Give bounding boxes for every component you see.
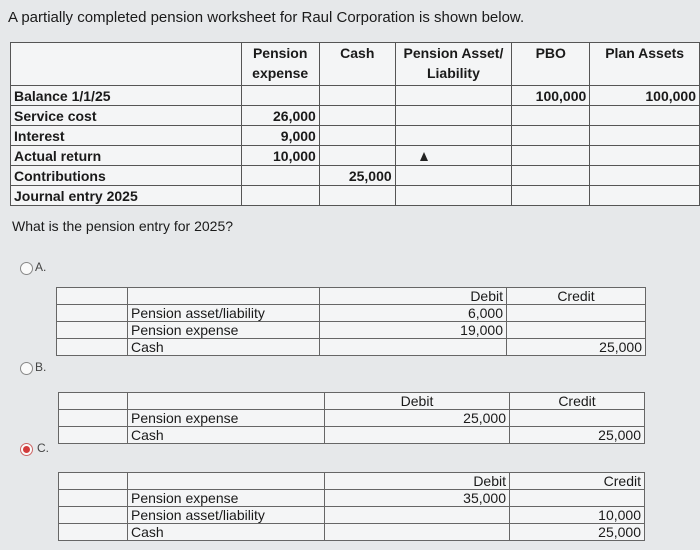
- credit-header: Credit: [507, 288, 646, 305]
- cell[interactable]: [512, 126, 590, 146]
- je-credit: [510, 490, 645, 507]
- je-account: Pension expense: [128, 322, 320, 339]
- debit-header: Debit: [325, 393, 510, 410]
- je-debit: 6,000: [320, 305, 507, 322]
- debit-header: Debit: [325, 473, 510, 490]
- pension-worksheet: [10, 42, 700, 206]
- cell[interactable]: 100,000: [590, 86, 700, 106]
- cell[interactable]: [319, 126, 395, 146]
- option-b-radio[interactable]: [20, 362, 33, 375]
- worksheet-header-blank: [11, 43, 242, 86]
- worksheet-row: [11, 166, 700, 186]
- je-account: Pension asset/liability: [128, 507, 325, 524]
- je-credit: [507, 322, 646, 339]
- cell[interactable]: [319, 186, 395, 206]
- option-b-label: B.: [35, 360, 47, 374]
- worksheet-row: [11, 186, 700, 206]
- row-label: Interest: [11, 126, 242, 146]
- je-account: Cash: [128, 427, 325, 444]
- je-row: [59, 427, 645, 444]
- debit-header: Debit: [320, 288, 507, 305]
- cell[interactable]: [590, 106, 700, 126]
- question-text: What is the pension entry for 2025?: [12, 218, 234, 234]
- cell[interactable]: [590, 186, 700, 206]
- mouse-cursor-icon: [420, 152, 428, 161]
- cell[interactable]: [512, 186, 590, 206]
- worksheet-header-row: [11, 43, 700, 86]
- header-pension-asset-liability: Pension Asset/ Liability: [395, 43, 512, 86]
- header-pbo: PBO: [512, 43, 590, 86]
- je-debit: [320, 339, 507, 356]
- je-header-row: [59, 473, 645, 490]
- je-row: [59, 490, 645, 507]
- credit-header: Credit: [510, 473, 645, 490]
- je-account: Cash: [128, 524, 325, 541]
- je-debit: [325, 524, 510, 541]
- je-row: [59, 524, 645, 541]
- je-debit: [325, 507, 510, 524]
- je-credit: 25,000: [510, 427, 645, 444]
- je-credit: 25,000: [510, 524, 645, 541]
- option-c-radio[interactable]: [20, 443, 33, 456]
- je-debit: [325, 427, 510, 444]
- cell[interactable]: 25,000: [319, 166, 395, 186]
- row-label: Actual return: [11, 146, 242, 166]
- cell[interactable]: [395, 106, 512, 126]
- je-credit: 25,000: [507, 339, 646, 356]
- je-account: Pension asset/liability: [128, 305, 320, 322]
- je-account: Pension expense: [128, 410, 325, 427]
- je-debit: 19,000: [320, 322, 507, 339]
- cell[interactable]: [319, 146, 395, 166]
- worksheet-row: [11, 126, 700, 146]
- je-row: [57, 339, 646, 356]
- cell[interactable]: [395, 186, 512, 206]
- je-row: [59, 410, 645, 427]
- cell[interactable]: 100,000: [512, 86, 590, 106]
- je-account: Pension expense: [128, 490, 325, 507]
- cell[interactable]: [395, 126, 512, 146]
- option-a-label: A.: [35, 260, 47, 274]
- cell[interactable]: [512, 146, 590, 166]
- je-debit: 35,000: [325, 490, 510, 507]
- header-pension-expense: Pension expense: [241, 43, 319, 86]
- je-credit: [507, 305, 646, 322]
- cell[interactable]: [512, 166, 590, 186]
- je-row: [57, 322, 646, 339]
- row-label: Journal entry 2025: [11, 186, 242, 206]
- cell[interactable]: [590, 126, 700, 146]
- option-a-journal-entry: [56, 287, 646, 356]
- worksheet-row: [11, 86, 700, 106]
- je-header-row: [59, 393, 645, 410]
- je-account: Cash: [128, 339, 320, 356]
- je-row: [59, 507, 645, 524]
- cell[interactable]: 26,000: [241, 106, 319, 126]
- je-header-row: [57, 288, 646, 305]
- cell[interactable]: [241, 186, 319, 206]
- cell[interactable]: [241, 166, 319, 186]
- page-title: A partially completed pension worksheet for Raul Corporation is shown below.: [8, 9, 525, 26]
- worksheet-row: [11, 106, 700, 126]
- option-c-label: C.: [37, 441, 49, 455]
- cell[interactable]: [395, 86, 512, 106]
- cell[interactable]: [512, 106, 590, 126]
- worksheet-row: [11, 146, 700, 166]
- header-plan-assets: Plan Assets: [590, 43, 700, 86]
- header-cash: Cash: [319, 43, 395, 86]
- cell[interactable]: [319, 86, 395, 106]
- je-credit: [510, 410, 645, 427]
- option-b-journal-entry: [58, 392, 645, 444]
- row-label: Balance 1/1/25: [11, 86, 242, 106]
- cell[interactable]: [395, 166, 512, 186]
- row-label: Contributions: [11, 166, 242, 186]
- je-debit: 25,000: [325, 410, 510, 427]
- je-row: [57, 305, 646, 322]
- cell[interactable]: [590, 166, 700, 186]
- cell[interactable]: [395, 146, 512, 166]
- row-label: Service cost: [11, 106, 242, 126]
- cell[interactable]: [241, 86, 319, 106]
- cell[interactable]: [590, 146, 700, 166]
- cell[interactable]: 10,000: [241, 146, 319, 166]
- cell[interactable]: [319, 106, 395, 126]
- option-c-journal-entry: [58, 472, 645, 541]
- je-credit: 10,000: [510, 507, 645, 524]
- credit-header: Credit: [510, 393, 645, 410]
- option-a-radio[interactable]: [20, 262, 33, 275]
- cell[interactable]: 9,000: [241, 126, 319, 146]
